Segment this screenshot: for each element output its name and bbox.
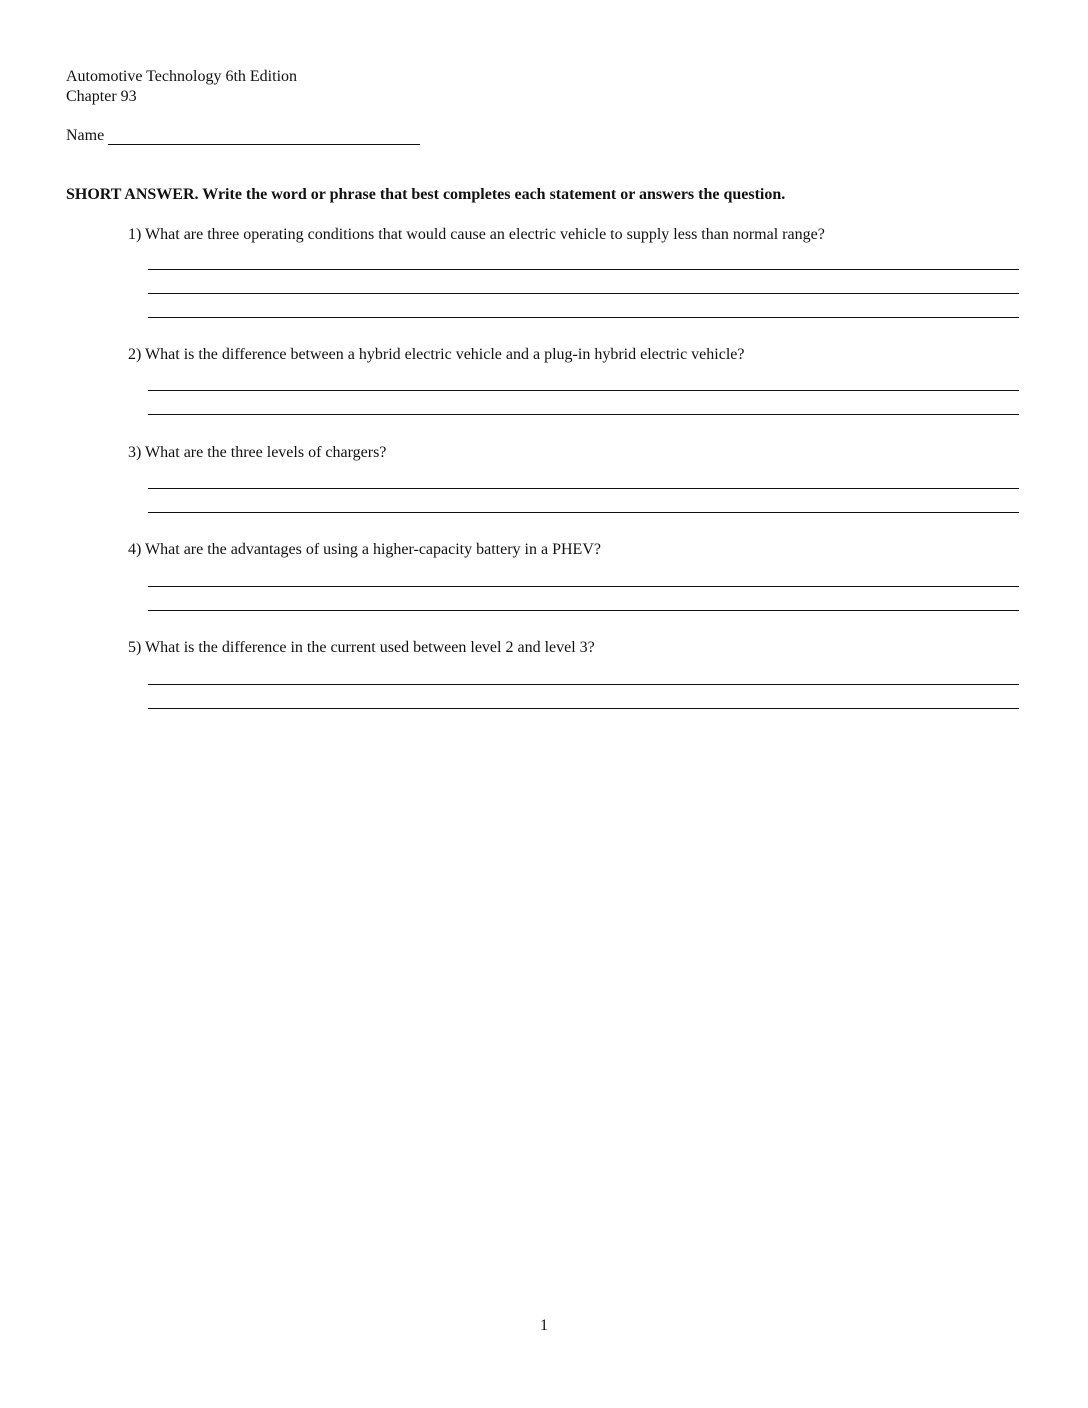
- name-label: Name: [66, 127, 105, 144]
- answer-line-4-1[interactable]: [148, 586, 1019, 587]
- answer-line-5-2[interactable]: [148, 708, 1019, 709]
- question-2: 2) What is the difference between a hybrid electric vehicle and a plug-in hybrid electric vehicle?: [128, 346, 745, 363]
- page-number: 1: [540, 1317, 548, 1334]
- name-field-line[interactable]: [108, 144, 420, 145]
- question-4: 4) What are the advantages of using a higher-capacity battery in a PHEV?: [128, 541, 601, 558]
- answer-line-5-1[interactable]: [148, 684, 1019, 685]
- question-1: 1) What are three operating conditions that would cause an electric vehicle to supply less than normal range?: [128, 226, 825, 243]
- answer-line-1-1[interactable]: [148, 269, 1019, 270]
- answer-line-1-3[interactable]: [148, 317, 1019, 318]
- instructions: SHORT ANSWER. Write the word or phrase that best completes each statement or answers the question.: [66, 186, 786, 203]
- answer-line-2-1[interactable]: [148, 390, 1019, 391]
- answer-line-4-2[interactable]: [148, 610, 1019, 611]
- answer-line-2-2[interactable]: [148, 414, 1019, 415]
- question-3: 3) What are the three levels of chargers?: [128, 444, 387, 461]
- question-5: 5) What is the difference in the current used between level 2 and level 3?: [128, 639, 595, 656]
- book-title: Automotive Technology 6th Edition: [66, 68, 298, 85]
- chapter-label: Chapter 93: [66, 88, 137, 105]
- answer-line-1-2[interactable]: [148, 293, 1019, 294]
- answer-line-3-2[interactable]: [148, 512, 1019, 513]
- answer-line-3-1[interactable]: [148, 488, 1019, 489]
